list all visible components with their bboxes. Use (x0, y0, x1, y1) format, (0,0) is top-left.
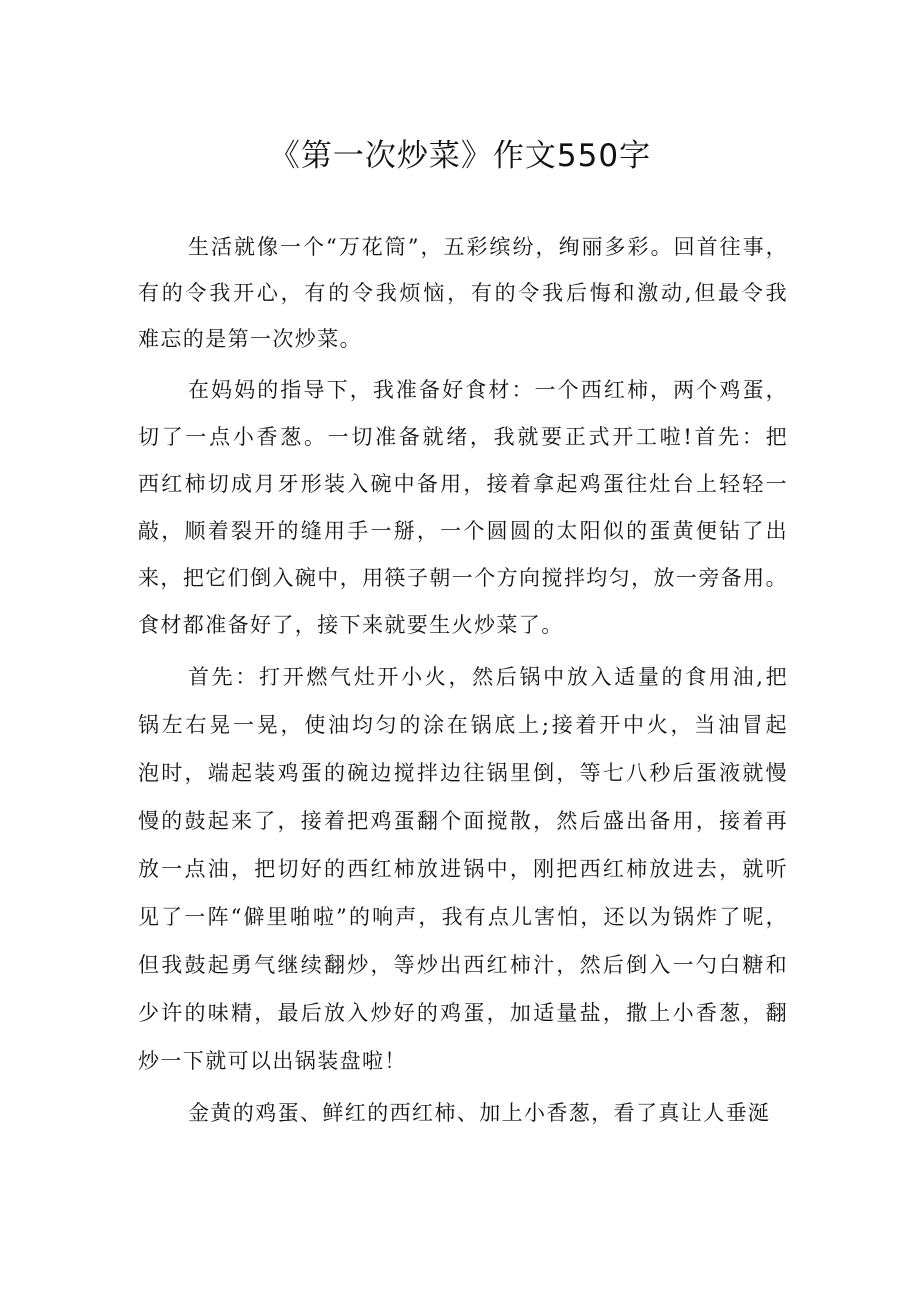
paragraph-3-line-3: 泡时，端起装鸡蛋的碗边搅拌边往锅里倒，等七八秒后蛋液就慢 (138, 761, 788, 785)
paragraph-3-line-7: 但我鼓起勇气继续翻炒，等炒出西红柿汁，然后倒入一勺白糖和 (138, 953, 788, 977)
paragraph-2-line-2: 切了一点小香葱。一切准备就绪，我就要正式开工啦!首先：把 (138, 425, 788, 449)
paragraph-1-line-3: 难忘的是第一次炒菜。 (138, 327, 362, 351)
paragraph-3-line-8: 少许的味精，最后放入炒好的鸡蛋，加适量盐，撒上小香葱，翻 (138, 1001, 788, 1025)
paragraph-2-line-1: 在妈妈的指导下，我准备好食材：一个西红柿，两个鸡蛋， (188, 378, 788, 402)
paragraph-3-line-9: 炒一下就可以出锅装盘啦！ (138, 1049, 407, 1073)
paragraph-2-line-5: 来，把它们倒入碗中，用筷子朝一个方向搅拌均匀，放一旁备用。 (138, 566, 788, 590)
paragraph-2-line-3: 西红柿切成月牙形装入碗中备用，接着拿起鸡蛋往灶台上轻轻一 (138, 472, 788, 496)
paragraph-2-line-6: 食材都准备好了，接下来就要生火炒菜了。 (138, 613, 564, 637)
paragraph-3-line-4: 慢的鼓起来了，接着把鸡蛋翻个面搅散，然后盛出备用，接着再 (138, 809, 788, 833)
paragraph-1-line-1: 生活就像一个“万花筒”，五彩缤纷，绚丽多彩。回首往事， (188, 235, 788, 259)
paragraph-3-line-2: 锅左右晃一晃，使油均匀的涂在锅底上;接着开中火，当油冒起 (138, 713, 788, 737)
paragraph-2-line-4: 敲，顺着裂开的缝用手一掰，一个圆圆的太阳似的蛋黄便钻了出 (138, 519, 788, 543)
paragraph-4-line-1: 金黄的鸡蛋、鲜红的西红柿、加上小香葱，看了真让人垂涎 (188, 1101, 771, 1125)
paragraph-3-line-6: 见了一阵“僻里啪啦”的响声，我有点儿害怕，还以为锅炸了呢， (138, 905, 788, 929)
document-title: 《第一次炒菜》作文550字 (268, 138, 652, 174)
paragraph-3-line-5: 放一点油，把切好的西红柿放进锅中，刚把西红柿放进去，就听 (138, 857, 788, 881)
paragraph-3-line-1: 首先：打开燃气灶开小火，然后锅中放入适量的食用油,把 (188, 665, 788, 689)
paragraph-1-line-2: 有的令我开心，有的令我烦恼，有的令我后悔和激动,但最令我 (138, 281, 788, 305)
